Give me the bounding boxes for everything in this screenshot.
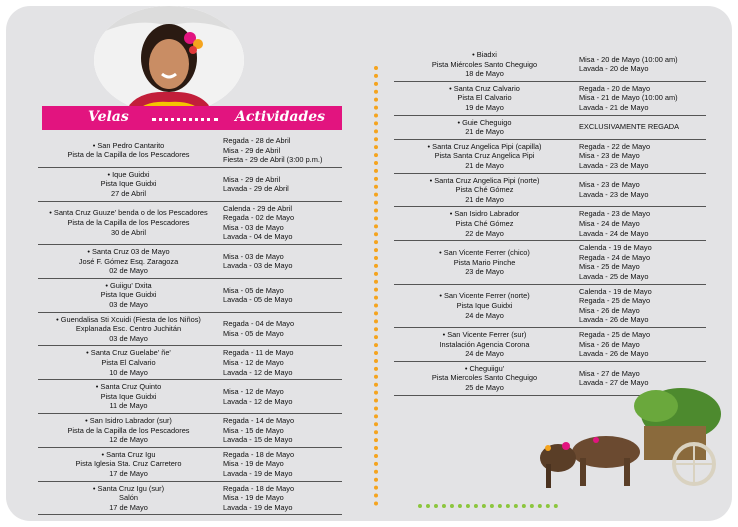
vela-activities — [575, 209, 706, 238]
location-line: • Guendalisa Sti Xcuidi (Fiesta de los Niños) — [56, 314, 201, 324]
activity-line: Lavada - 12 de Mayo — [223, 396, 293, 406]
location-line: Pista Ique Guidxi — [100, 290, 157, 300]
location-line: • Guiigu' Dxita — [105, 280, 152, 290]
vela-location — [394, 209, 575, 238]
location-line: Pista Santa Cruz Angelica Pipi — [434, 151, 535, 161]
location-line: 17 de Mayo — [109, 502, 148, 512]
vela-activities — [575, 180, 706, 199]
location-line: 25 de Mayo — [465, 382, 504, 392]
location-line: 24 de Mayo — [465, 310, 504, 320]
vela-location — [394, 330, 575, 359]
woman-photo — [94, 6, 244, 114]
vela-activities — [219, 416, 342, 445]
vela-location — [38, 208, 219, 237]
location-line: José F. Gómez Esq. Zaragoza — [78, 256, 179, 266]
schedule-row — [38, 134, 342, 168]
vela-activities — [219, 136, 342, 165]
location-line: Pista Miercoles Santo Cheguigo — [431, 373, 538, 383]
activity-line: Misa - 19 de Mayo — [223, 493, 284, 503]
location-line: • Biadxi — [472, 50, 497, 59]
location-line: • Santa Cruz Guelabe' ñe' — [86, 348, 171, 358]
vela-location — [394, 50, 575, 79]
schedule-row — [394, 116, 706, 140]
activity-line: Misa - 23 de Mayo — [579, 180, 640, 190]
vela-location — [394, 84, 575, 113]
vela-activities — [219, 450, 342, 479]
vela-activities — [219, 484, 342, 513]
location-line: • Santa Cruz Guuze' benda o de los Pescadores — [49, 208, 208, 218]
activity-line: Lavada - 29 de Abril — [223, 184, 289, 194]
schedule-row — [38, 168, 342, 202]
activity-line: Lavada - 26 de Mayo — [579, 315, 649, 325]
location-line: • Ique Guidxi — [107, 169, 150, 179]
location-line: Pista Miércoles Santo Cheguigo — [431, 59, 538, 69]
oxcart-illustration — [536, 386, 726, 496]
location-line: Pista Ché Gómez — [455, 218, 514, 228]
vela-location — [38, 450, 219, 479]
location-line: • Santa Cruz Angelica Pipi (capilla) — [427, 141, 542, 151]
schedule-row — [38, 346, 342, 380]
schedule-row — [394, 174, 706, 208]
vela-location — [38, 315, 219, 344]
activity-line: Lavada - 21 de Mayo — [579, 102, 649, 112]
activity-line: Lavada - 25 de Mayo — [579, 271, 649, 281]
location-line: 23 de Mayo — [465, 267, 504, 277]
location-line: Salón — [119, 493, 138, 503]
activity-line: Regada - 25 de Mayo — [579, 296, 651, 306]
activity-line: Regada - 14 de Mayo — [223, 415, 295, 425]
vela-activities — [219, 286, 342, 305]
vela-activities — [219, 348, 342, 377]
activity-line: Regada - 11 de Mayo — [223, 348, 294, 358]
location-line: Pista Ique Guidxi — [100, 179, 157, 189]
location-line: Instalación Agencia Corona — [439, 339, 530, 349]
location-line: • Santa Cruz Quinto — [95, 382, 162, 392]
activity-line: Misa - 05 de Mayo — [223, 328, 284, 338]
location-line: • Cheguiigu' — [464, 363, 505, 373]
schedule-row — [38, 414, 342, 448]
activity-line: Misa - 12 de Mayo — [223, 357, 284, 367]
schedule-row — [394, 207, 706, 241]
vela-activities — [575, 55, 706, 74]
header-velas: Velas — [88, 109, 129, 125]
vela-location — [394, 142, 575, 171]
vela-activities — [219, 319, 342, 338]
schedule-row — [38, 313, 342, 347]
schedule-row — [38, 202, 342, 245]
location-line: 22 de Mayo — [465, 228, 504, 238]
vela-location — [38, 382, 219, 411]
woman-portrait-image — [94, 6, 244, 114]
schedule-row — [394, 140, 706, 174]
location-line: • San Isidro Labrador — [449, 209, 520, 219]
vela-location — [38, 141, 219, 160]
schedule-row — [38, 279, 342, 313]
schedule-row — [394, 82, 706, 116]
vela-location — [394, 291, 575, 320]
activity-line: Lavada - 27 de Mayo — [579, 378, 649, 388]
activity-line: Misa - 19 de Mayo — [223, 459, 284, 469]
location-line: • Guie Cheguigo — [457, 117, 512, 127]
location-line: • San Isidro Labrador (sur) — [85, 415, 172, 425]
location-line: Pista Iglesia Sta. Cruz Carretero — [75, 459, 182, 469]
activity-line: Misa - 24 de Mayo — [579, 218, 640, 228]
activity-line: Misa - 26 de Mayo — [579, 305, 640, 315]
page — [6, 6, 732, 521]
activity-line: Calenda - 19 de Mayo — [579, 286, 652, 296]
location-line: 21 de Mayo — [465, 127, 504, 137]
activity-line: Calenda - 29 de Abril — [223, 203, 293, 213]
location-line: • San Vicente Ferrer (chico) — [439, 247, 530, 257]
activity-line: Lavada - 23 de Mayo — [579, 160, 649, 170]
vela-activities — [575, 287, 706, 325]
activity-line: Misa - 03 de Mayo — [223, 251, 284, 261]
schedule-row — [38, 448, 342, 482]
location-line: 03 de Mayo — [109, 333, 148, 343]
activity-line: Misa - 29 de Abril — [223, 145, 281, 155]
location-line: Pista de la Capilla de los Pescadores — [67, 150, 190, 160]
location-line: Pista El Calvario — [101, 357, 156, 367]
vela-location — [394, 176, 575, 205]
vela-location — [38, 348, 219, 377]
location-line: 27 de Abril — [111, 188, 146, 198]
vela-location — [38, 247, 219, 276]
vela-location — [394, 248, 575, 277]
vela-activities — [575, 84, 706, 113]
location-line: Pista de la Capilla de los Pescadores — [67, 217, 190, 227]
left-schedule-column — [38, 134, 342, 515]
location-line: • San Vicente Ferrer (norte) — [439, 291, 530, 301]
schedule-row — [394, 328, 706, 362]
activity-line: Regada - 04 de Mayo — [223, 319, 295, 329]
activity-line: Regada - 24 de Mayo — [579, 252, 651, 262]
location-line: Pista Ique Guidxi — [100, 391, 157, 401]
location-line: • Santa Cruz 03 de Mayo — [87, 246, 170, 256]
schedule-row — [394, 241, 706, 284]
location-line: Explanada Esc. Centro Juchitán — [75, 324, 182, 334]
vela-activities — [219, 204, 342, 242]
location-line: • Santa Cruz Igu — [101, 449, 156, 459]
vela-activities — [219, 387, 342, 406]
header-actividades: Actividades — [235, 109, 326, 125]
orange-dotted-divider — [374, 66, 378, 506]
vela-activities — [575, 330, 706, 359]
location-line: Pista Ique Guidxi — [456, 300, 513, 310]
activity-line: Misa - 12 de Mayo — [223, 386, 284, 396]
header-banner — [42, 106, 342, 130]
location-line: Pista Ché Gómez — [455, 185, 514, 195]
activity-line: Regada - 20 de Mayo — [579, 83, 651, 93]
activity-line: Misa - 27 de Mayo — [579, 368, 640, 378]
activity-line: EXCLUSIVAMENTE REGADA — [579, 122, 680, 132]
location-line: 18 de Mayo — [465, 69, 504, 79]
activity-line: Regada - 02 de Mayo — [223, 213, 295, 223]
location-line: • Santa Cruz Igu (sur) — [92, 483, 165, 493]
activity-line: Lavada - 05 de Mayo — [223, 295, 293, 305]
activity-line: Fiesta - 29 de Abril (3:00 p.m.) — [223, 155, 323, 165]
location-line: Pista de la Capilla de los Pescadores — [67, 425, 190, 435]
activity-line: Lavada - 23 de Mayo — [579, 189, 649, 199]
activity-line: Regada - 18 de Mayo — [223, 449, 295, 459]
activity-line: Lavada - 19 de Mayo — [223, 502, 293, 512]
activity-line: Lavada - 19 de Mayo — [223, 468, 293, 478]
header-dots-divider — [152, 118, 218, 121]
vela-activities — [575, 243, 706, 281]
activity-line: Misa - 21 de Mayo (10:00 am) — [579, 93, 678, 103]
schedule-row — [38, 380, 342, 414]
activity-line: Misa - 29 de Abril — [223, 174, 281, 184]
location-line: 21 de Mayo — [465, 194, 504, 204]
location-line: 11 de Mayo — [109, 401, 148, 411]
location-line: 19 de Mayo — [465, 102, 504, 112]
activity-line: Misa - 25 de Mayo — [579, 262, 640, 272]
activity-line: Lavada - 12 de Mayo — [223, 367, 293, 377]
vela-activities — [575, 369, 706, 388]
location-line: 03 de Mayo — [109, 299, 148, 309]
activity-line: Lavada - 15 de Mayo — [223, 435, 293, 445]
activity-line: Calenda - 19 de Mayo — [579, 243, 652, 253]
location-line: Pista Mario Pinche — [453, 257, 516, 267]
activity-line: Regada - 23 de Mayo — [579, 209, 651, 219]
activity-line: Misa - 03 de Mayo — [223, 222, 284, 232]
activity-line: Misa - 05 de Mayo — [223, 285, 284, 295]
vela-location — [38, 281, 219, 310]
activity-line: Regada - 18 de Mayo — [223, 483, 295, 493]
vela-location — [394, 118, 575, 137]
vela-location — [38, 416, 219, 445]
right-schedule-column — [394, 48, 706, 396]
location-line: • Santa Cruz Angelica Pipi (norte) — [429, 175, 540, 185]
activity-line: Lavada - 26 de Mayo — [579, 349, 649, 359]
location-line: 02 de Mayo — [109, 266, 148, 276]
vela-activities — [219, 175, 342, 194]
schedule-row — [38, 482, 342, 516]
activity-line: Misa - 26 de Mayo — [579, 339, 640, 349]
location-line: 30 de Abril — [111, 227, 146, 237]
location-line: • San Vicente Ferrer (sur) — [442, 329, 527, 339]
activity-line: Lavada - 24 de Mayo — [579, 228, 649, 238]
location-line: 17 de Mayo — [109, 468, 148, 478]
vela-activities — [219, 252, 342, 271]
location-line: 10 de Mayo — [109, 367, 148, 377]
activity-line: Lavada - 04 de Mayo — [223, 232, 293, 242]
vela-location — [38, 484, 219, 513]
activity-line: Misa - 15 de Mayo — [223, 425, 284, 435]
location-line: • Santa Cruz Calvario — [449, 83, 520, 93]
location-line: 21 de Mayo — [465, 160, 504, 170]
activity-line: Regada - 28 de Abril — [223, 136, 291, 145]
schedule-row — [394, 48, 706, 82]
location-line: 24 de Mayo — [465, 349, 504, 359]
vela-activities — [575, 142, 706, 171]
activity-line: Lavada - 03 de Mayo — [223, 261, 293, 271]
activity-line: Misa - 20 de Mayo (10:00 am) — [579, 54, 678, 64]
activity-line: Misa - 23 de Mayo — [579, 151, 640, 161]
activity-line: Lavada - 20 de Mayo — [579, 64, 649, 74]
vela-location — [38, 170, 219, 199]
activity-line: Regada - 25 de Mayo — [579, 329, 651, 339]
green-dotted-divider — [418, 504, 558, 508]
location-line: Pista El Calvario — [457, 93, 512, 103]
location-line: • San Pedro Cantarito — [92, 140, 165, 150]
activity-line: Regada - 22 de Mayo — [579, 141, 651, 151]
schedule-row — [38, 245, 342, 279]
vela-activities — [575, 122, 706, 132]
schedule-row — [394, 285, 706, 328]
location-line: 12 de Mayo — [109, 435, 148, 445]
